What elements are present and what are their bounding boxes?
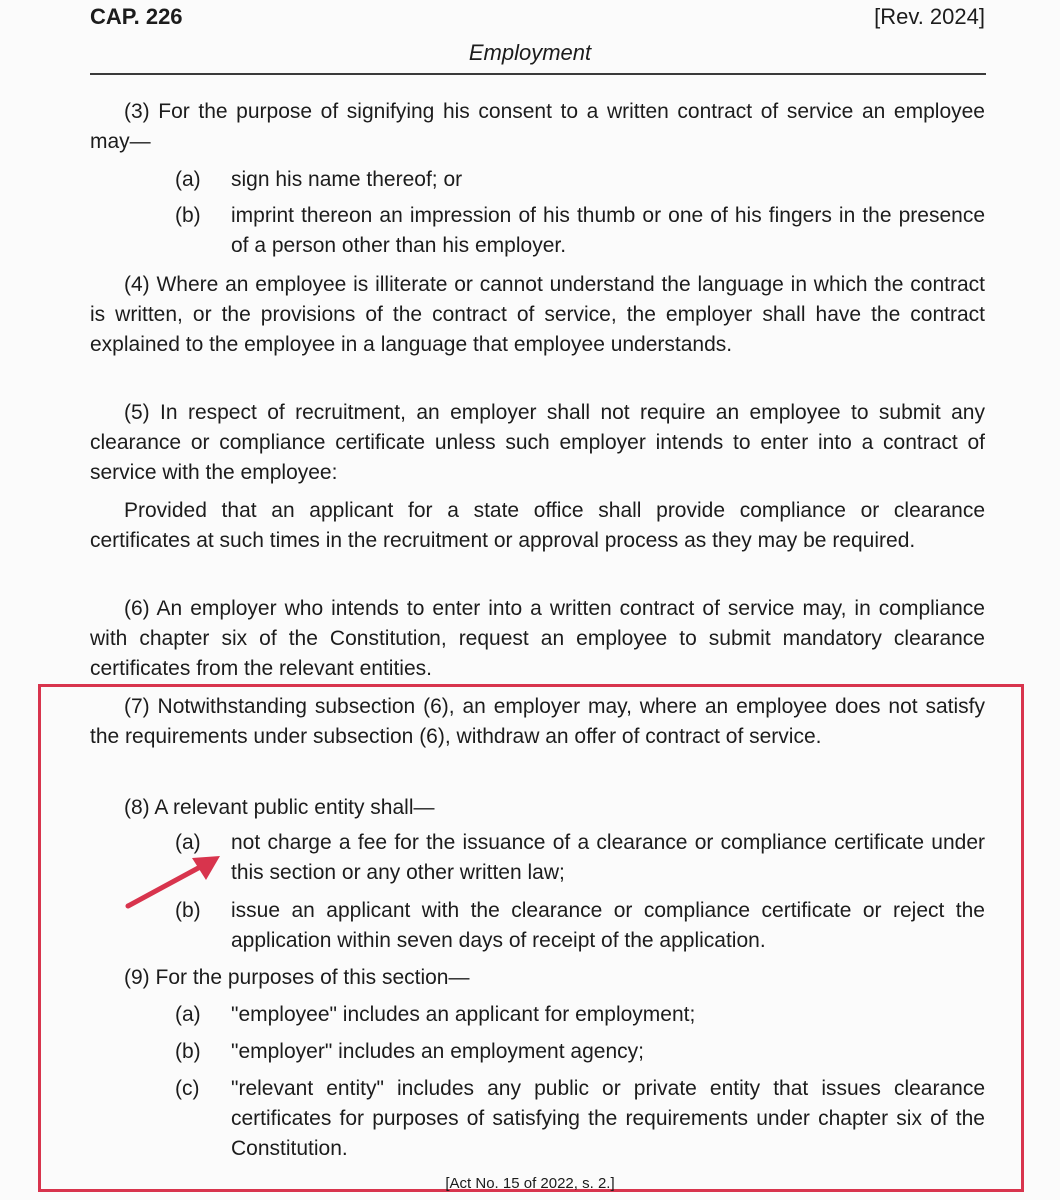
header-rule xyxy=(90,73,986,75)
item-text: "employer" includes an employment agency; xyxy=(231,1040,644,1063)
item-label: (a) xyxy=(175,1003,201,1026)
item-text: "relevant entity" includes any public or private entity that issues clearance certificates for purposes of satisfying the requirements under chapter six of the Constitution. xyxy=(231,1077,985,1160)
item-label: (a) xyxy=(175,168,201,191)
item-label: (a) xyxy=(175,831,201,854)
revision-label: [Rev. 2024] xyxy=(874,4,985,29)
item-text: issue an applicant with the clearance or compliance certificate or reject the application within seven days of receipt of the application. xyxy=(231,899,985,952)
footnote-citation: [Act No. 15 of 2022, s. 2.] xyxy=(445,1175,615,1192)
subsection-5-proviso: Provided that an applicant for a state office shall provide compliance or clearance certificates at such times in the recruitment or approval process as they may be required. xyxy=(90,499,985,552)
item-label: (b) xyxy=(175,899,201,922)
subsection-9: (9) For the purposes of this section— xyxy=(124,966,470,989)
page-title: Employment xyxy=(468,40,592,65)
item-text: not charge a fee for the issuance of a clearance or compliance certificate under this section or any other written law; xyxy=(231,831,985,884)
subsection-6: (6) An employer who intends to enter into a written contract of service may, in compliance with chapter six of the Constitution, request an employee to submit mandatory clearance certificates from the relevant entities. xyxy=(90,597,985,680)
chapter-number: CAP. 226 xyxy=(90,4,183,29)
item-label: (c) xyxy=(175,1077,200,1100)
item-text: imprint thereon an impression of his thumb or one of his fingers in the presence of a person other than his employer. xyxy=(231,204,985,257)
subsection-7: (7) Notwithstanding subsection (6), an employer may, where an employee does not satisfy the requirements under subsection (6), withdraw an offer of contract of service. xyxy=(90,695,985,748)
subsection-3: (3) For the purpose of signifying his consent to a written contract of service an employee may— xyxy=(90,100,985,153)
item-label: (b) xyxy=(175,204,201,227)
item-text: sign his name thereof; or xyxy=(231,168,463,191)
subsection-5: (5) In respect of recruitment, an employer shall not require an employee to submit any clearance or compliance certificate unless such employer intends to enter into a contract of service with the employee: xyxy=(90,401,985,484)
subsection-8: (8) A relevant public entity shall— xyxy=(124,796,435,819)
item-text: "employee" includes an applicant for employment; xyxy=(231,1003,696,1026)
red-arrow-icon xyxy=(120,846,230,916)
subsection-4: (4) Where an employee is illiterate or cannot understand the language in which the contract is written, or the provisions of the contract of service, the employer shall have the contract explained to the employee in a language that employee understands. xyxy=(90,273,985,356)
item-label: (b) xyxy=(175,1040,201,1063)
